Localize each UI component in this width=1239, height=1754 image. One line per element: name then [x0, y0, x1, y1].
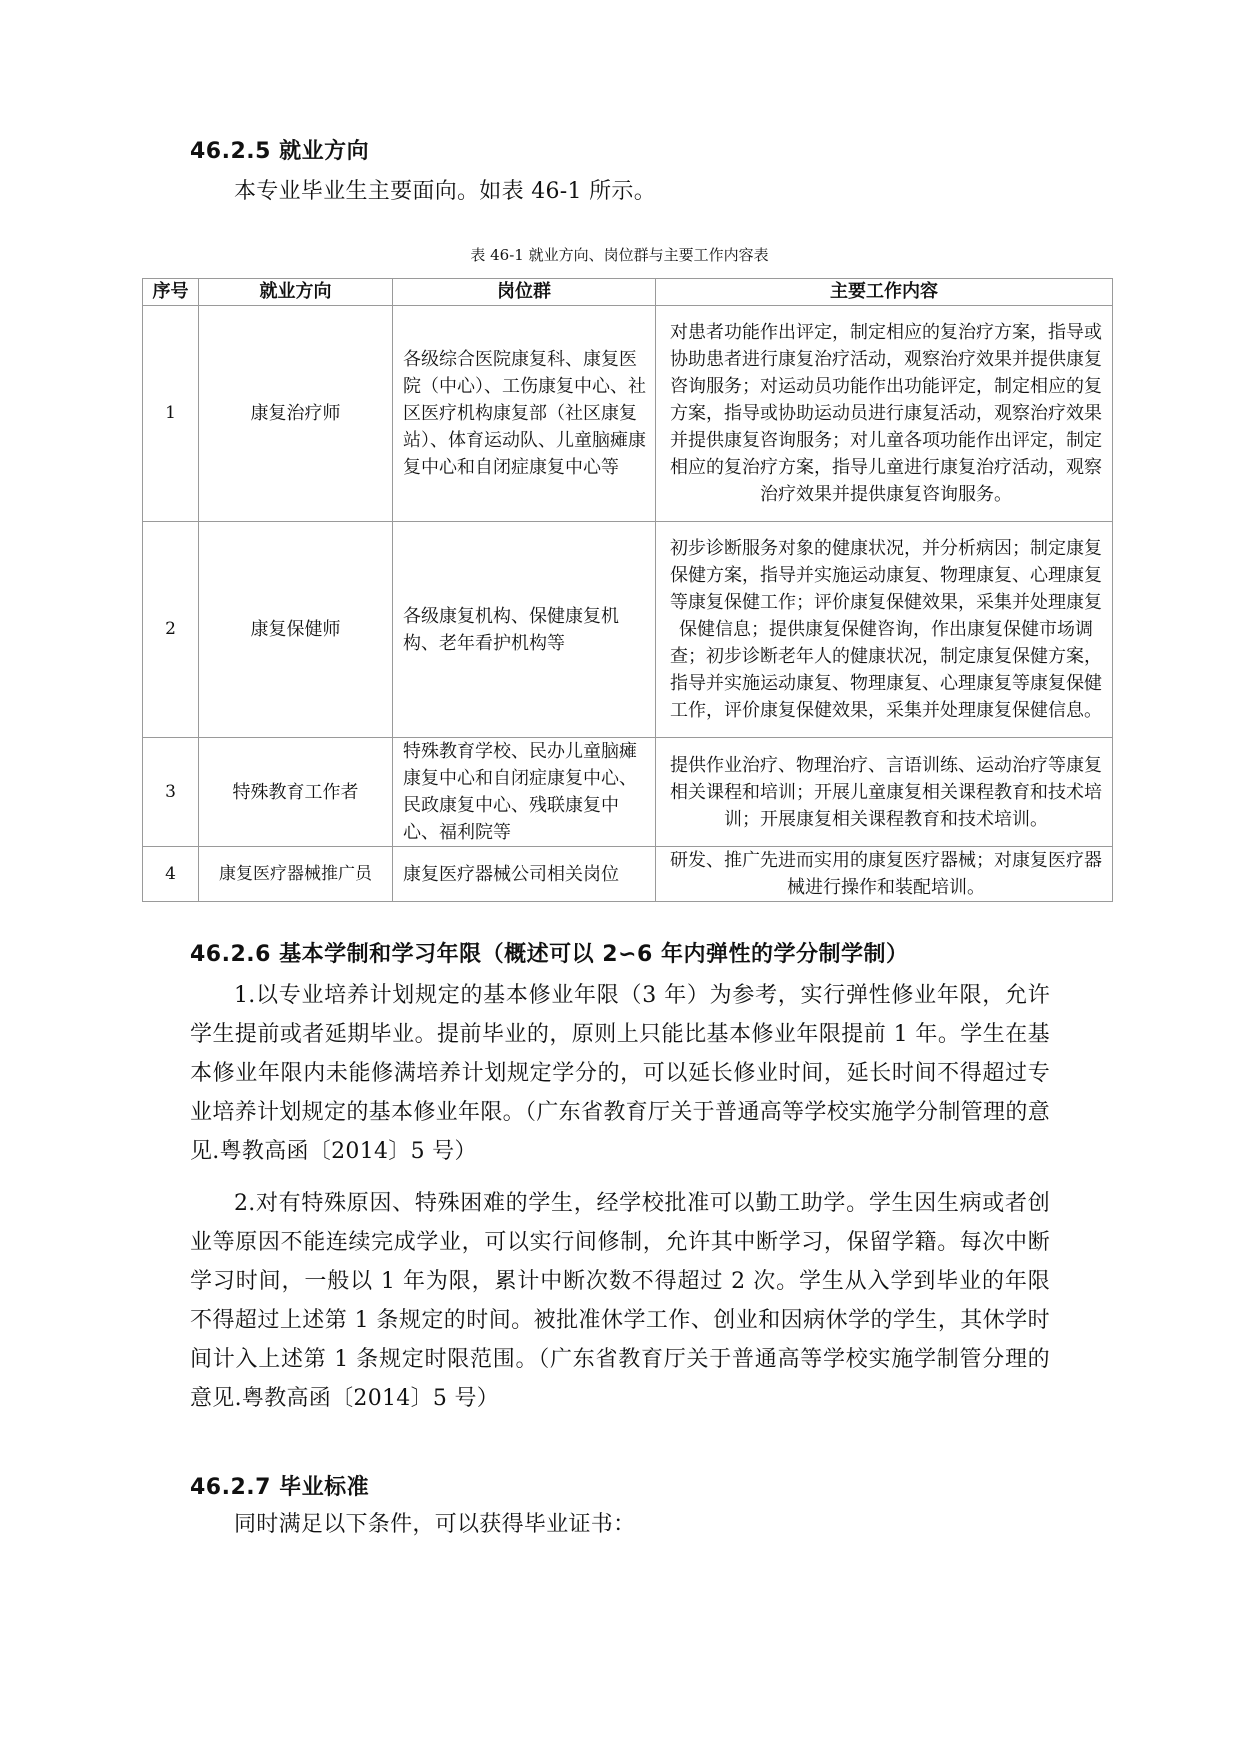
row-no: 4: [143, 847, 199, 902]
row-positions: 特殊教育学校、民办儿童脑瘫康复中心和自闭症康复中心、民政康复中心、残联康复中心、福利院等: [393, 738, 656, 847]
row-positions: 各级综合医院康复科、康复医院（中心）、工伤康复中心、社区医疗机构康复部（社区康复站）、体育运动队、儿童脑瘫康复中心和自闭症康复中心等: [393, 306, 656, 522]
header-direction: 就业方向: [199, 279, 393, 306]
graduation-intro: 同时满足以下条件，可以获得毕业证书：: [234, 1512, 636, 1537]
duration-paragraph-1: 1.以专业培养计划规定的基本修业年限（3 年）为参考，实行弹性修业年限，允许学生提前或者延期毕业。提前毕业的，原则上只能比基本修业年限提前 1 年。学生在基本修业年限内未能修满培养计划规定学分的，可以延长修业时间，延长时间不得超过专业培养计划规定的基本修业年限。（广东省教育厅关于普通高等学校实施学分制管理的意见.粤教高函〔2014〕5 号）: [190, 983, 1050, 1164]
row-positions: 各级康复机构、保健康复机构、老年看护机构等: [393, 522, 656, 738]
employment-intro: 本专业毕业生主要面向。如表 46-1 所示。: [234, 179, 657, 204]
row-no: 3: [143, 738, 199, 847]
row-no: 1: [143, 306, 199, 522]
row-direction: 康复医疗器械推广员: [199, 847, 393, 902]
table-row: [143, 847, 1113, 902]
table-row: [143, 738, 1113, 847]
table-row: [143, 306, 1113, 522]
row-work: 初步诊断服务对象的健康状况，并分析病因；制定康复保健方案，指导并实施运动康复、物理康复、心理康复等康复保健工作；评价康复保健效果，采集并处理康复保健信息；提供康复保健咨询，作出康复保健市场调查；初步诊断老年人的健康状况，制定康复保健方案，指导并实施运动康复、物理康复、心理康复等康复保健工作，评价康复保健效果，采集并处理康复保健信息。: [656, 522, 1113, 738]
section-heading-duration: 46.2.6 基本学制和学习年限（概述可以 2∽6 年内弹性的学分制学制）: [190, 942, 909, 967]
row-direction: 康复保健师: [199, 522, 393, 738]
row-positions: 康复医疗器械公司相关岗位: [393, 847, 656, 902]
row-direction: 特殊教育工作者: [199, 738, 393, 847]
row-direction: 康复治疗师: [199, 306, 393, 522]
header-work: 主要工作内容: [656, 279, 1113, 306]
table-caption: 表 46-1 就业方向、岗位群与主要工作内容表: [470, 246, 769, 264]
row-no: 2: [143, 522, 199, 738]
row-work: 对患者功能作出评定，制定相应的复治疗方案，指导或协助患者进行康复治疗活动，观察治疗效果并提供康复咨询服务；对运动员功能作出功能评定，制定相应的复方案，指导或协助运动员进行康复活动，观察治疗效果并提供康复咨询服务；对儿童各项功能作出评定，制定相应的复治疗方案，指导儿童进行康复治疗活动，观察治疗效果并提供康复咨询服务。: [656, 306, 1113, 522]
header-positions: 岗位群: [393, 279, 656, 306]
duration-paragraph-2: 2.对有特殊原因、特殊困难的学生，经学校批准可以勤工助学。学生因生病或者创业等原因不能连续完成学业，可以实行间修制，允许其中断学习，保留学籍。每次中断学习时间，一般以 1 年为限，累计中断次数不得超过 2 次。学生从入学到毕业的年限不得超过上述第 1 条规定的时间。被批准休学工作、创业和因病休学的学生，其休学时间计入上述第 1 条规定时限范围。（广东省教育厅关于普通高等学校实施学制管分理的意见.粤教高函〔2014〕5 号）: [190, 1191, 1050, 1411]
section-heading-graduation: 46.2.7 毕业标准: [190, 1475, 370, 1500]
employment-table: [142, 278, 1113, 902]
header-no: 序号: [143, 279, 199, 306]
section-heading-employment: 46.2.5 就业方向: [190, 139, 370, 164]
table-header-row: [143, 279, 1113, 306]
row-work: 研发、推广先进而实用的康复医疗器械；对康复医疗器械进行操作和装配培训。: [656, 847, 1113, 902]
table-row: [143, 522, 1113, 738]
row-work: 提供作业治疗、物理治疗、言语训练、运动治疗等康复相关课程和培训；开展儿童康复相关课程教育和技术培训；开展康复相关课程教育和技术培训。: [656, 738, 1113, 847]
